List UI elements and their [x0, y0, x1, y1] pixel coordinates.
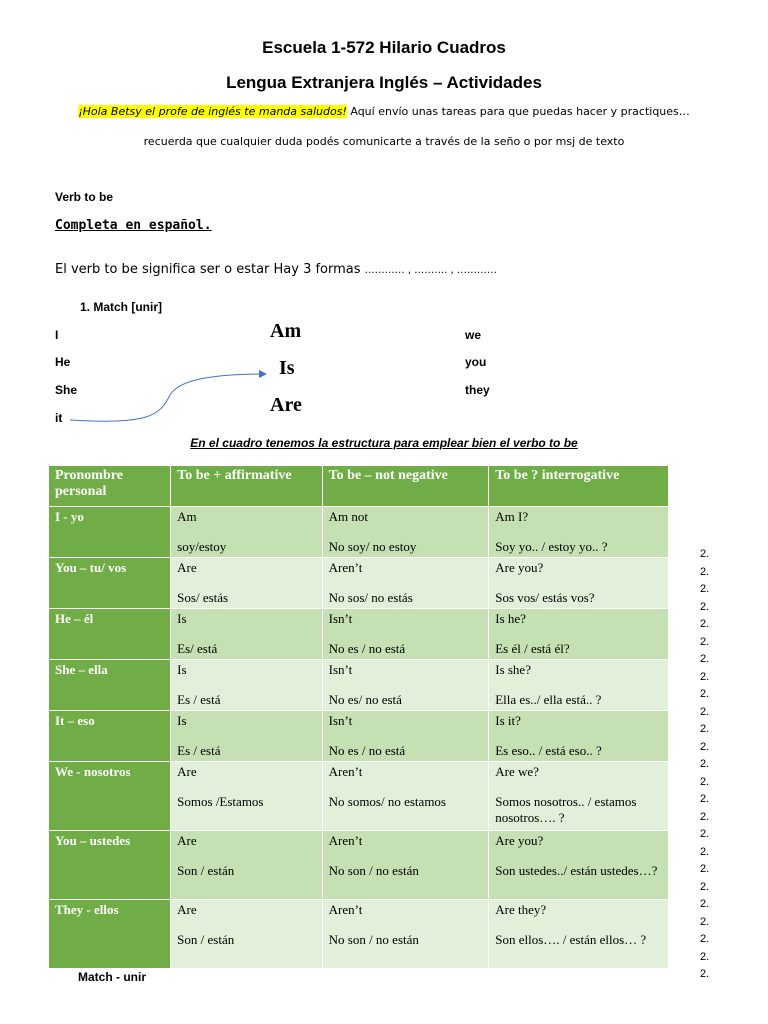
pronoun-cell: I - yo	[49, 507, 171, 558]
match-right-item: you	[465, 355, 487, 369]
negative-cell	[322, 660, 489, 711]
header-interrogative: To be ? interrogative	[489, 466, 669, 507]
interrogative-cell-line1: Is it?	[495, 713, 521, 728]
affirmative-cell-line2: Somos /Estamos	[177, 794, 264, 809]
negative-cell-line1: Aren’t	[328, 560, 363, 575]
list-number: 2.	[700, 810, 710, 823]
list-number: 2.	[700, 705, 710, 718]
list-number: 2.	[700, 688, 710, 700]
list-number: 2.	[700, 548, 710, 560]
affirmative-cell-line1: Are	[177, 560, 197, 575]
match-verb: Is	[279, 357, 295, 379]
interrogative-cell	[489, 609, 669, 660]
greeting-rest: Aquí envío unas tareas para que puedas hacer y practiques…	[346, 105, 690, 118]
affirmative-cell	[171, 900, 322, 969]
header-affirmative: To be + affirmative	[171, 466, 322, 507]
interrogative-cell-line2: Son ustedes../ están ustedes…?	[495, 863, 658, 878]
affirmative-cell	[171, 558, 322, 609]
affirmative-cell	[171, 660, 322, 711]
list-number: 2.	[700, 565, 710, 578]
affirmative-cell	[171, 711, 322, 762]
negative-cell-line2: No son / no están	[328, 863, 419, 878]
interrogative-cell	[489, 831, 669, 900]
verb-definition	[55, 262, 497, 277]
affirmative-cell-line1: Is	[177, 611, 187, 626]
affirmative-cell	[171, 609, 322, 660]
greeting-highlight: ¡Hola Betsy el profe de inglés te manda saludos!	[78, 105, 347, 118]
list-number: 2.	[700, 723, 710, 735]
pronoun-cell: We - nosotros	[49, 762, 171, 831]
negative-cell	[322, 609, 489, 660]
affirmative-cell-line2: soy/estoy	[177, 539, 227, 554]
negative-cell	[322, 762, 489, 831]
negative-cell-line1: Aren’t	[328, 902, 363, 917]
match-verb: Am	[270, 320, 302, 342]
negative-cell-line1: Isn’t	[328, 611, 353, 626]
interrogative-cell-line1: Is she?	[495, 662, 531, 677]
interrogative-cell-line1: Are you?	[495, 833, 544, 848]
subject-title: Lengua Extranjera Inglés – Actividades	[226, 73, 542, 92]
affirmative-cell-line2: Es / está	[177, 743, 221, 758]
list-number: 2.	[700, 653, 710, 665]
interrogative-cell-line1: Am I?	[495, 509, 529, 524]
negative-cell-line2: No es / no está	[328, 641, 406, 656]
negative-cell	[322, 900, 489, 969]
list-number: 2.	[700, 635, 710, 648]
interrogative-cell-line2: Ella es../ ella está.. ?	[495, 692, 602, 707]
interrogative-cell	[489, 660, 669, 711]
school-title: Escuela 1-572 Hilario Cuadros	[262, 38, 506, 57]
negative-cell-line2: No somos/ no estamos	[328, 794, 446, 809]
affirmative-cell	[171, 762, 322, 831]
table-row	[49, 507, 669, 558]
greeting	[0, 105, 768, 118]
affirmative-cell-line2: Son / están	[177, 863, 235, 878]
negative-cell-line2: No es / no está	[328, 743, 406, 758]
completa-heading: Completa en español.	[55, 218, 212, 233]
negative-cell-line1: Aren’t	[328, 833, 363, 848]
affirmative-cell-line2: Son / están	[177, 932, 235, 947]
interrogative-cell	[489, 507, 669, 558]
table-header-row	[49, 466, 669, 507]
negative-cell-line1: Isn’t	[328, 713, 353, 728]
affirmative-cell-line1: Am	[177, 509, 197, 524]
interrogative-cell-line2: Sos vos/ estás vos?	[495, 590, 595, 605]
interrogative-cell-line2: Son ellos…. / están ellos… ?	[495, 932, 647, 947]
match-right-item: we	[465, 328, 482, 342]
list-number: 2.	[700, 933, 710, 945]
pronoun-cell: You – ustedes	[49, 831, 171, 900]
verb-to-be-table	[48, 465, 669, 969]
interrogative-cell-line2: Es él / está él?	[495, 641, 570, 656]
list-number: 2.	[700, 950, 710, 963]
negative-cell	[322, 711, 489, 762]
table-row	[49, 609, 669, 660]
affirmative-cell-line1: Is	[177, 662, 187, 677]
verb-to-be-heading: Verb to be	[55, 190, 114, 204]
table-caption: En el cuadro tenemos la estructura para emplear bien el verbo to be	[190, 436, 578, 450]
negative-cell-line1: Aren’t	[328, 764, 363, 779]
side-numbers	[700, 546, 709, 984]
affirmative-cell-line2: Es/ está	[177, 641, 218, 656]
pronoun-cell: It – eso	[49, 711, 171, 762]
negative-cell-line1: Am not	[328, 509, 368, 524]
affirmative-cell	[171, 831, 322, 900]
interrogative-cell-line2: Es eso.. / está eso.. ?	[495, 743, 602, 758]
pronoun-cell: He – él	[49, 609, 171, 660]
list-number: 2.	[700, 600, 710, 613]
definition-text: El verb to be significa ser o estar Hay 3 formas	[55, 262, 365, 277]
interrogative-cell	[489, 558, 669, 609]
affirmative-cell-line1: Are	[177, 902, 197, 917]
match-left-item: He	[55, 355, 71, 369]
negative-cell-line2: No es/ no está	[328, 692, 402, 707]
list-number: 2.	[700, 968, 710, 980]
list-number: 2.	[700, 793, 710, 805]
affirmative-cell-line2: Sos/ estás	[177, 590, 229, 605]
list-number: 2.	[700, 863, 710, 875]
list-number: 2.	[700, 583, 710, 595]
list-number: 2.	[700, 845, 710, 858]
match-left-item: She	[55, 383, 78, 397]
list-number: 2.	[700, 880, 710, 893]
table-row	[49, 900, 669, 969]
subline: recuerda que cualquier duda podés comunicarte a través de la seño o por msj de texto	[143, 135, 625, 148]
affirmative-cell-line1: Are	[177, 764, 197, 779]
list-number: 2.	[700, 828, 710, 840]
list-number: 2.	[700, 618, 710, 630]
negative-cell	[322, 831, 489, 900]
negative-cell-line2: No son / no están	[328, 932, 419, 947]
list-number: 2.	[700, 915, 710, 928]
pronoun-cell: She – ella	[49, 660, 171, 711]
table-row	[49, 711, 669, 762]
match-left-item: I	[55, 328, 59, 342]
header-negative: To be – not negative	[322, 466, 489, 507]
interrogative-cell-line2: Somos nosotros.. / estamos nosotros…. ?	[495, 794, 637, 825]
interrogative-cell	[489, 762, 669, 831]
affirmative-cell-line2: Es / está	[177, 692, 221, 707]
negative-cell	[322, 507, 489, 558]
negative-cell-line2: No sos/ no estás	[328, 590, 413, 605]
list-number: 2.	[700, 898, 710, 910]
pronoun-cell: You – tu/ vos	[49, 558, 171, 609]
list-number: 2.	[700, 740, 710, 753]
list-number: 2.	[700, 758, 710, 770]
list-number: 2.	[700, 775, 710, 788]
table-row	[49, 660, 669, 711]
list-number: 2.	[700, 670, 710, 683]
negative-cell-line1: Isn’t	[328, 662, 353, 677]
affirmative-cell-line1: Is	[177, 713, 187, 728]
interrogative-cell-line2: Soy yo.. / estoy yo.. ?	[495, 539, 608, 554]
match-right-item: they	[465, 383, 490, 397]
match-title: 1. Match [unir]	[80, 300, 163, 314]
interrogative-cell-line1: Are they?	[495, 902, 547, 917]
match-left-item: it	[55, 411, 63, 425]
affirmative-cell	[171, 507, 322, 558]
header-pronoun: Pronombre personal	[49, 466, 171, 507]
footer-match-unir: Match - unir	[78, 970, 146, 984]
negative-cell-line2: No soy/ no estoy	[328, 539, 417, 554]
interrogative-cell	[489, 900, 669, 969]
affirmative-cell-line1: Are	[177, 833, 197, 848]
negative-cell	[322, 558, 489, 609]
interrogative-cell	[489, 711, 669, 762]
match-verb: Are	[270, 394, 302, 416]
table-row	[49, 831, 669, 900]
definition-blanks: ………… , ………. , …………	[364, 265, 497, 276]
pronoun-cell: They - ellos	[49, 900, 171, 969]
table-row	[49, 762, 669, 831]
interrogative-cell-line1: Is he?	[495, 611, 526, 626]
interrogative-cell-line1: Are you?	[495, 560, 544, 575]
table-row	[49, 558, 669, 609]
match-arrow-icon	[60, 360, 280, 430]
interrogative-cell-line1: Are we?	[495, 764, 539, 779]
